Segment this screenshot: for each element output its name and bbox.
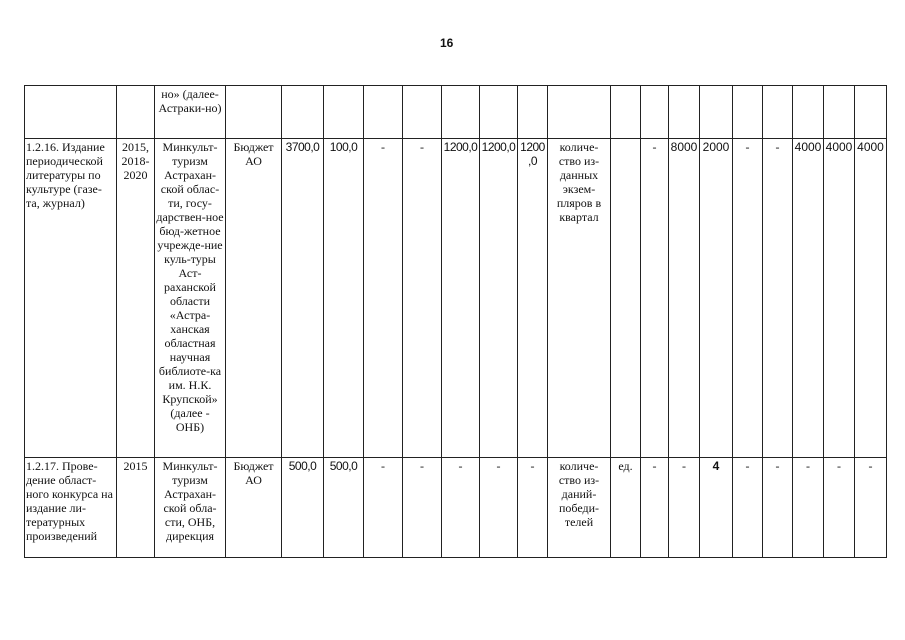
cell-ind-5 <box>763 86 793 139</box>
cell-indicator <box>548 86 611 139</box>
cell-unit <box>611 139 641 458</box>
cell-ind-8: - <box>855 458 887 558</box>
cell-2017: - <box>403 139 442 458</box>
cell-total: 3700,0 <box>282 139 324 458</box>
cell-2019: 1200,0 <box>480 139 518 458</box>
cell-source: Бюджет АО <box>226 139 282 458</box>
cell-executor: но» (далее-Астраки-но) <box>155 86 226 139</box>
cell-ind-1: - <box>641 139 669 458</box>
page-number: 16 <box>440 36 454 50</box>
cell-2018 <box>442 86 480 139</box>
cell-2016 <box>364 86 403 139</box>
cell-ind-8: 4000 <box>855 139 887 458</box>
cell-2020: 1200,0 <box>518 139 548 458</box>
cell-2017: - <box>403 458 442 558</box>
table-row <box>25 86 887 139</box>
cell-ind-4: - <box>733 139 763 458</box>
cell-years: 2015, 2018-2020 <box>117 139 155 458</box>
cell-indicator: количе-ство из-данных экзем-пляров в квартал <box>548 139 611 458</box>
program-table <box>24 85 887 558</box>
cell-ind-6: 4000 <box>793 139 824 458</box>
cell-ind-7 <box>824 86 855 139</box>
cell-source <box>226 86 282 139</box>
cell-unit: ед. <box>611 458 641 558</box>
cell-ind-6 <box>793 86 824 139</box>
cell-indicator: количе-ство из-даний-победи-телей <box>548 458 611 558</box>
cell-ind-3 <box>700 86 733 139</box>
cell-ind-2: 8000 <box>669 139 700 458</box>
cell-executor: Минкульт-туризм Астрахан-ской облас-ти, госу-дарствен-ное бюд-жетное учрежде-ние куль-туры Аст-раханской области «Астра-ханская областная научная библиоте-ка им. Н.К. Крупской» (далее - ОНБ) <box>155 139 226 458</box>
cell-ind-2: - <box>669 458 700 558</box>
cell-2020: - <box>518 458 548 558</box>
cell-2018: 1200,0 <box>442 139 480 458</box>
cell-total: 500,0 <box>282 458 324 558</box>
cell-ind-4 <box>733 86 763 139</box>
table-row <box>25 458 887 558</box>
cell-2019 <box>480 86 518 139</box>
cell-ind-5: - <box>763 139 793 458</box>
cell-2016: - <box>364 139 403 458</box>
cell-ind-3: 4 <box>700 458 733 558</box>
cell-ind-8 <box>855 86 887 139</box>
cell-unit <box>611 86 641 139</box>
cell-ind-7: 4000 <box>824 139 855 458</box>
cell-ind-5: - <box>763 458 793 558</box>
cell-2020 <box>518 86 548 139</box>
cell-activity: 1.2.16. Издание периодической литературы по культуре (газе-та, журнал) <box>25 139 117 458</box>
cell-ind-7: - <box>824 458 855 558</box>
cell-executor: Минкульт-туризм Астрахан-ской обла-сти, ОНБ, дирекция <box>155 458 226 558</box>
cell-activity <box>25 86 117 139</box>
cell-2016: - <box>364 458 403 558</box>
cell-ind-2 <box>669 86 700 139</box>
cell-years <box>117 86 155 139</box>
cell-2019: - <box>480 458 518 558</box>
cell-total <box>282 86 324 139</box>
cell-source: Бюджет АО <box>226 458 282 558</box>
cell-years: 2015 <box>117 458 155 558</box>
cell-ind-1 <box>641 86 669 139</box>
cell-ind-6: - <box>793 458 824 558</box>
cell-ind-3: 2000 <box>700 139 733 458</box>
table-row <box>25 139 887 458</box>
cell-2015: 100,0 <box>324 139 364 458</box>
cell-2018: - <box>442 458 480 558</box>
cell-2015 <box>324 86 364 139</box>
cell-2015: 500,0 <box>324 458 364 558</box>
cell-2017 <box>403 86 442 139</box>
cell-ind-1: - <box>641 458 669 558</box>
cell-activity: 1.2.17. Прове-дение област-ного конкурса на издание ли-тературных произведений <box>25 458 117 558</box>
cell-ind-4: - <box>733 458 763 558</box>
